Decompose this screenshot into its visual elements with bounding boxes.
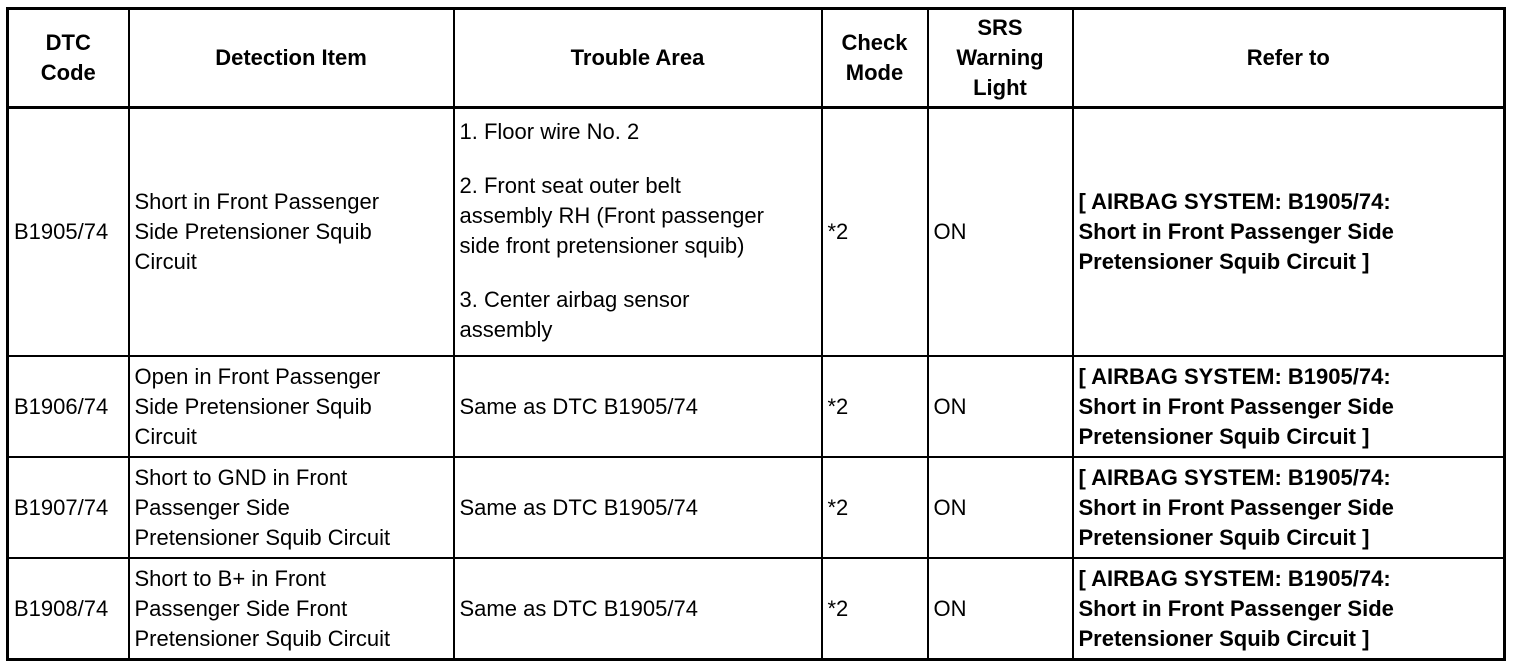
header-trouble-area: Trouble Area — [454, 9, 822, 108]
dtc-code-cell: B1907/74 — [8, 457, 129, 558]
dtc-code-cell: B1905/74 — [8, 108, 129, 357]
dtc-table — [6, 7, 1506, 661]
header-check-mode: Check Mode — [822, 9, 928, 108]
refer-to-link[interactable]: [ AIRBAG SYSTEM: B1905/74: Short in Front Passenger Side Pretensioner Squib Circuit ] — [1073, 108, 1505, 357]
srs-warning-light-cell: ON — [928, 356, 1073, 457]
refer-to-link[interactable]: [ AIRBAG SYSTEM: B1905/74: Short in Front Passenger Side Pretensioner Squib Circuit ] — [1073, 356, 1505, 457]
table-row — [8, 108, 1505, 357]
srs-warning-light-cell: ON — [928, 108, 1073, 357]
detection-item-cell: Short to B+ in Front Passenger Side Front Pretensioner Squib Circuit — [129, 558, 454, 660]
srs-warning-light-cell: ON — [928, 558, 1073, 660]
table-header — [8, 9, 1505, 108]
trouble-area-list — [460, 117, 816, 345]
trouble-area-cell: Same as DTC B1905/74 — [454, 356, 822, 457]
refer-to-link[interactable]: [ AIRBAG SYSTEM: B1905/74: Short in Front Passenger Side Pretensioner Squib Circuit ] — [1073, 558, 1505, 660]
table-row — [8, 558, 1505, 660]
table-body — [8, 108, 1505, 660]
header-row — [8, 9, 1505, 108]
trouble-area-item: 1. Floor wire No. 2 — [459, 119, 640, 144]
header-refer-to: Refer to — [1073, 9, 1505, 108]
refer-to-link[interactable]: [ AIRBAG SYSTEM: B1905/74: Short in Front Passenger Side Pretensioner Squib Circuit ] — [1073, 457, 1505, 558]
header-srs-warning-light: SRS Warning Light — [928, 9, 1073, 108]
detection-item-cell: Short to GND in Front Passenger Side Pretensioner Squib Circuit — [129, 457, 454, 558]
check-mode-cell: *2 — [822, 356, 928, 457]
detection-item-cell: Open in Front Passenger Side Pretensioner Squib Circuit — [129, 356, 454, 457]
check-mode-cell: *2 — [822, 457, 928, 558]
trouble-area-cell: Same as DTC B1905/74 — [454, 558, 822, 660]
header-dtc-code: DTC Code — [8, 9, 129, 108]
trouble-area-item: 2. Front seat outer belt assembly RH (Front passenger side front pretensioner squib) — [459, 173, 764, 258]
dtc-code-cell: B1908/74 — [8, 558, 129, 660]
trouble-area-item: 3. Center airbag sensor assembly — [459, 287, 690, 342]
check-mode-cell: *2 — [822, 558, 928, 660]
trouble-area-cell: Same as DTC B1905/74 — [454, 457, 822, 558]
srs-warning-light-cell: ON — [928, 457, 1073, 558]
trouble-area-cell — [454, 108, 822, 357]
table-row — [8, 356, 1505, 457]
table-row — [8, 457, 1505, 558]
detection-item-cell: Short in Front Passenger Side Pretensioner Squib Circuit — [129, 108, 454, 357]
check-mode-cell: *2 — [822, 108, 928, 357]
dtc-code-cell: B1906/74 — [8, 356, 129, 457]
header-detection-item: Detection Item — [129, 9, 454, 108]
